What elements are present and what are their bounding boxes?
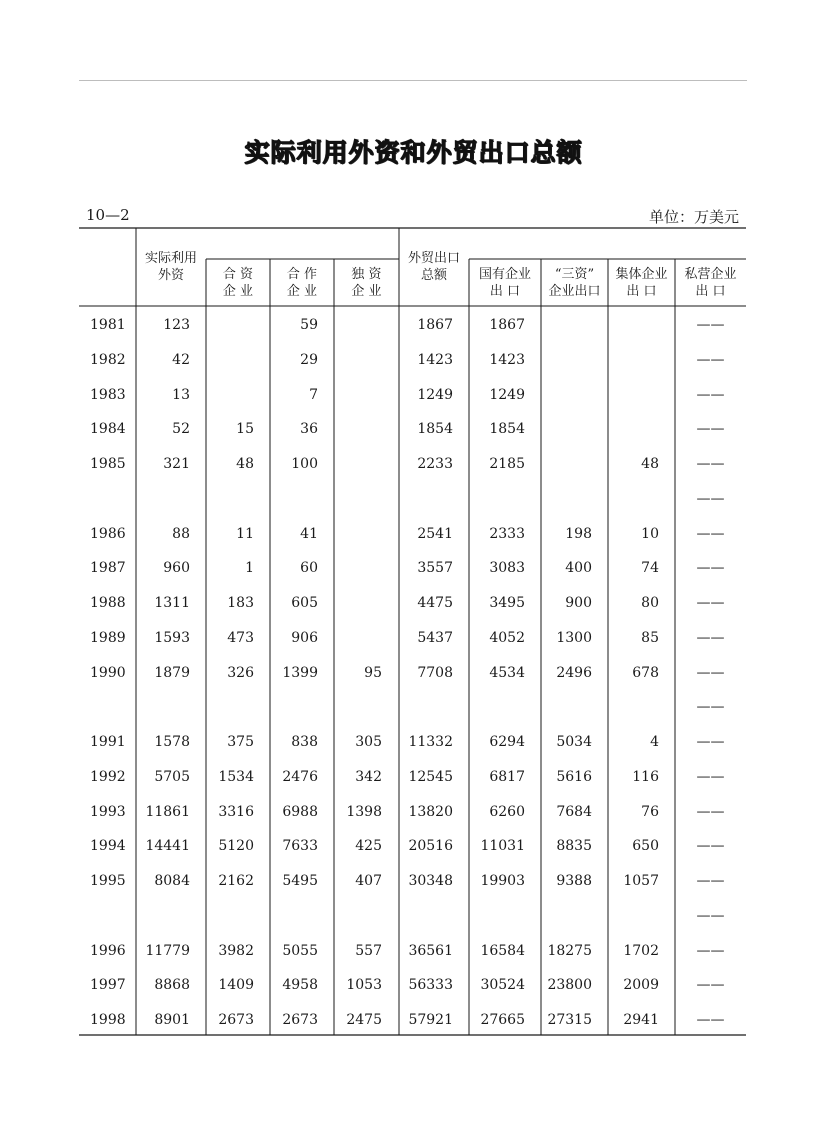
cell-coop: 906 [291, 630, 318, 646]
cell-state: 6817 [489, 769, 525, 785]
cell-private: —— [696, 769, 725, 785]
row-year: 1984 [90, 421, 126, 437]
cell-export: 56333 [408, 977, 453, 993]
cell-export: 1423 [417, 352, 453, 368]
header-cooperative-line-2: 企 业 [286, 284, 318, 299]
cell-jv: 1 [245, 560, 254, 576]
cell-fdi: 14441 [145, 838, 190, 854]
cell-export: 57921 [408, 1012, 453, 1028]
cell-three: 900 [565, 595, 592, 611]
cell-jv: 1534 [218, 769, 254, 785]
row-year: 1998 [90, 1012, 126, 1028]
cell-wfoe: 95 [364, 665, 382, 681]
cell-three: 1300 [556, 630, 592, 646]
cell-coop: 29 [300, 352, 318, 368]
cell-state: 6260 [489, 804, 525, 820]
header-export-total-line-2: 总额 [420, 268, 447, 283]
cell-wfoe: 407 [355, 873, 382, 889]
row-year: 1983 [90, 387, 126, 403]
cell-private: —— [696, 873, 725, 889]
header-wholly-foreign-line-2: 企 业 [351, 284, 382, 299]
cell-export: 3557 [417, 560, 453, 576]
cell-collective: 2009 [623, 977, 659, 993]
cell-private: —— [696, 734, 725, 750]
row-year: 1981 [90, 317, 126, 333]
header-joint-venture-line-2: 企 业 [222, 284, 254, 299]
cell-jv: 473 [227, 630, 254, 646]
header-state-owned [469, 266, 541, 300]
cell-jv: 3316 [218, 804, 254, 820]
row-year: 1995 [90, 873, 126, 889]
cell-state: 1867 [489, 317, 525, 333]
cell-wfoe: 425 [355, 838, 382, 854]
cell-export: 30348 [408, 873, 453, 889]
header-wholly-foreign [334, 266, 399, 300]
cell-coop: 1399 [282, 665, 318, 681]
cell-private: —— [696, 421, 725, 437]
cell-wfoe: 1398 [346, 804, 382, 820]
cell-coop: 7 [309, 387, 318, 403]
cell-coop: 41 [300, 526, 318, 542]
cell-fdi: 11861 [145, 804, 190, 820]
cell-wfoe: 305 [355, 734, 382, 750]
cell-three: 2496 [556, 665, 592, 681]
row-year: 1991 [90, 734, 126, 750]
cell-export: 2541 [417, 526, 453, 542]
cell-coop: 100 [291, 456, 318, 472]
cell-state: 3083 [489, 560, 525, 576]
cell-coop: 6988 [282, 804, 318, 820]
cell-fdi: 11779 [145, 943, 190, 959]
header-three-capital-line-1: “三资” [554, 267, 595, 282]
cell-collective: 85 [641, 630, 659, 646]
cell-three: 5034 [556, 734, 592, 750]
cell-fdi: 42 [172, 352, 190, 368]
cell-wfoe: 557 [355, 943, 382, 959]
cell-export: 7708 [417, 665, 453, 681]
header-cooperative-line-1: 合 作 [286, 267, 318, 282]
row-year: 1993 [90, 804, 126, 820]
cell-fdi: 1879 [154, 665, 190, 681]
cell-fdi: 88 [172, 526, 190, 542]
cell-fdi: 8901 [154, 1012, 190, 1028]
cell-private: —— [696, 352, 725, 368]
cell-coop: 2476 [282, 769, 318, 785]
header-three-capital-line-2: 企业出口 [548, 284, 601, 299]
cell-fdi: 321 [163, 456, 190, 472]
row-year: 1994 [90, 838, 126, 854]
cell-private: —— [696, 908, 725, 924]
cell-export: 4475 [417, 595, 453, 611]
header-collective [608, 266, 675, 300]
cell-state: 16584 [480, 943, 525, 959]
cell-wfoe: 1053 [346, 977, 382, 993]
cell-export: 36561 [408, 943, 453, 959]
header-joint-venture-line-1: 合 资 [222, 267, 254, 282]
cell-coop: 7633 [282, 838, 318, 854]
header-state-owned-line-1: 国有企业 [478, 267, 531, 282]
cell-coop: 36 [300, 421, 318, 437]
cell-jv: 11 [236, 526, 254, 542]
row-year: 1987 [90, 560, 126, 576]
cell-collective: 1702 [623, 943, 659, 959]
cell-private: —— [696, 317, 725, 333]
cell-jv: 1409 [218, 977, 254, 993]
cell-jv: 2673 [218, 1012, 254, 1028]
header-state-owned-line-2: 出 口 [489, 284, 521, 299]
cell-state: 2333 [489, 526, 525, 542]
cell-three: 7684 [556, 804, 592, 820]
header-private-line-1: 私营企业 [684, 267, 737, 282]
cell-export: 11332 [408, 734, 453, 750]
cell-private: —— [696, 804, 725, 820]
cell-fdi: 52 [172, 421, 190, 437]
cell-three: 198 [565, 526, 592, 542]
cell-state: 4052 [489, 630, 525, 646]
cell-private: —— [696, 699, 725, 715]
cell-state: 4534 [489, 665, 525, 681]
row-year: 1997 [90, 977, 126, 993]
row-year: 1996 [90, 943, 126, 959]
cell-private: —— [696, 595, 725, 611]
header-rule [79, 80, 747, 81]
cell-coop: 5055 [282, 943, 318, 959]
cell-fdi: 960 [163, 560, 190, 576]
header-fdi-total-line-1: 实际利用 [144, 251, 197, 266]
cell-jv: 183 [227, 595, 254, 611]
cell-jv: 15 [236, 421, 254, 437]
header-joint-venture [206, 266, 270, 300]
cell-private: —— [696, 526, 725, 542]
cell-collective: 4 [650, 734, 659, 750]
header-export-total-line-1: 外贸出口 [407, 251, 460, 266]
cell-jv: 5120 [218, 838, 254, 854]
row-year: 1988 [90, 595, 126, 611]
header-private [675, 266, 746, 300]
cell-state: 1249 [489, 387, 525, 403]
header-collective-line-1: 集体企业 [615, 267, 668, 282]
cell-state: 3495 [489, 595, 525, 611]
cell-collective: 76 [641, 804, 659, 820]
row-year: 1985 [90, 456, 126, 472]
row-year: 1992 [90, 769, 126, 785]
cell-jv: 3982 [218, 943, 254, 959]
cell-export: 1249 [417, 387, 453, 403]
cell-private: —— [696, 630, 725, 646]
cell-fdi: 13 [172, 387, 190, 403]
cell-collective: 74 [641, 560, 659, 576]
cell-state: 1854 [489, 421, 525, 437]
cell-collective: 48 [641, 456, 659, 472]
header-private-line-2: 出 口 [695, 284, 726, 299]
cell-coop: 2673 [282, 1012, 318, 1028]
cell-private: —— [696, 977, 725, 993]
cell-export: 20516 [408, 838, 453, 854]
cell-state: 19903 [480, 873, 525, 889]
cell-private: —— [696, 943, 725, 959]
cell-three: 27315 [547, 1012, 592, 1028]
cell-three: 18275 [547, 943, 592, 959]
cell-private: —— [696, 838, 725, 854]
cell-private: —— [696, 491, 725, 507]
cell-fdi: 8868 [154, 977, 190, 993]
header-wholly-foreign-line-1: 独 资 [351, 267, 382, 282]
cell-collective: 80 [641, 595, 659, 611]
cell-export: 13820 [408, 804, 453, 820]
header-three-capital [541, 266, 608, 300]
header-collective-line-2: 出 口 [626, 284, 657, 299]
cell-jv: 326 [227, 665, 254, 681]
cell-export: 5437 [417, 630, 453, 646]
page-title: 实际利用外资和外贸出口总额 [244, 138, 583, 167]
cell-coop: 59 [300, 317, 318, 333]
cell-private: —— [696, 665, 725, 681]
unit-label: 单位：万美元 [648, 208, 739, 226]
cell-jv: 375 [227, 734, 254, 750]
cell-collective: 2941 [623, 1012, 659, 1028]
cell-three: 8835 [556, 838, 592, 854]
cell-collective: 650 [632, 838, 659, 854]
cell-coop: 605 [291, 595, 318, 611]
cell-fdi: 8084 [154, 873, 190, 889]
cell-collective: 678 [632, 665, 659, 681]
cell-export: 2233 [417, 456, 453, 472]
cell-state: 2185 [489, 456, 525, 472]
cell-three: 400 [565, 560, 592, 576]
cell-jv: 48 [236, 456, 254, 472]
row-year: 1989 [90, 630, 126, 646]
cell-fdi: 1593 [154, 630, 190, 646]
row-year: 1986 [90, 526, 126, 542]
cell-private: —— [696, 560, 725, 576]
cell-state: 1423 [489, 352, 525, 368]
cell-collective: 10 [641, 526, 659, 542]
cell-coop: 838 [291, 734, 318, 750]
header-fdi-total-line-2: 外资 [157, 268, 184, 283]
cell-fdi: 123 [163, 317, 190, 333]
cell-collective: 116 [632, 769, 659, 785]
cell-three: 23800 [547, 977, 592, 993]
cell-export: 1867 [417, 317, 453, 333]
cell-private: —— [696, 387, 725, 403]
cell-jv: 2162 [218, 873, 254, 889]
cell-wfoe: 342 [355, 769, 382, 785]
row-year: 1990 [90, 665, 126, 681]
cell-fdi: 1311 [154, 595, 190, 611]
cell-private: —— [696, 456, 725, 472]
cell-state: 11031 [480, 838, 525, 854]
cell-three: 9388 [556, 873, 592, 889]
cell-coop: 60 [300, 560, 318, 576]
header-cooperative [270, 266, 334, 300]
cell-collective: 1057 [623, 873, 659, 889]
cell-fdi: 5705 [154, 769, 190, 785]
cell-private: —— [696, 1012, 725, 1028]
table-code: 10—2 [86, 206, 130, 224]
cell-state: 6294 [489, 734, 525, 750]
header-fdi-total [136, 250, 206, 284]
header-export-total [399, 250, 469, 284]
cell-coop: 4958 [282, 977, 318, 993]
cell-state: 27665 [480, 1012, 525, 1028]
cell-three: 5616 [556, 769, 592, 785]
cell-fdi: 1578 [154, 734, 190, 750]
cell-export: 1854 [417, 421, 453, 437]
cell-state: 30524 [480, 977, 525, 993]
cell-wfoe: 2475 [346, 1012, 382, 1028]
cell-coop: 5495 [282, 873, 318, 889]
cell-export: 12545 [408, 769, 453, 785]
row-year: 1982 [90, 352, 126, 368]
